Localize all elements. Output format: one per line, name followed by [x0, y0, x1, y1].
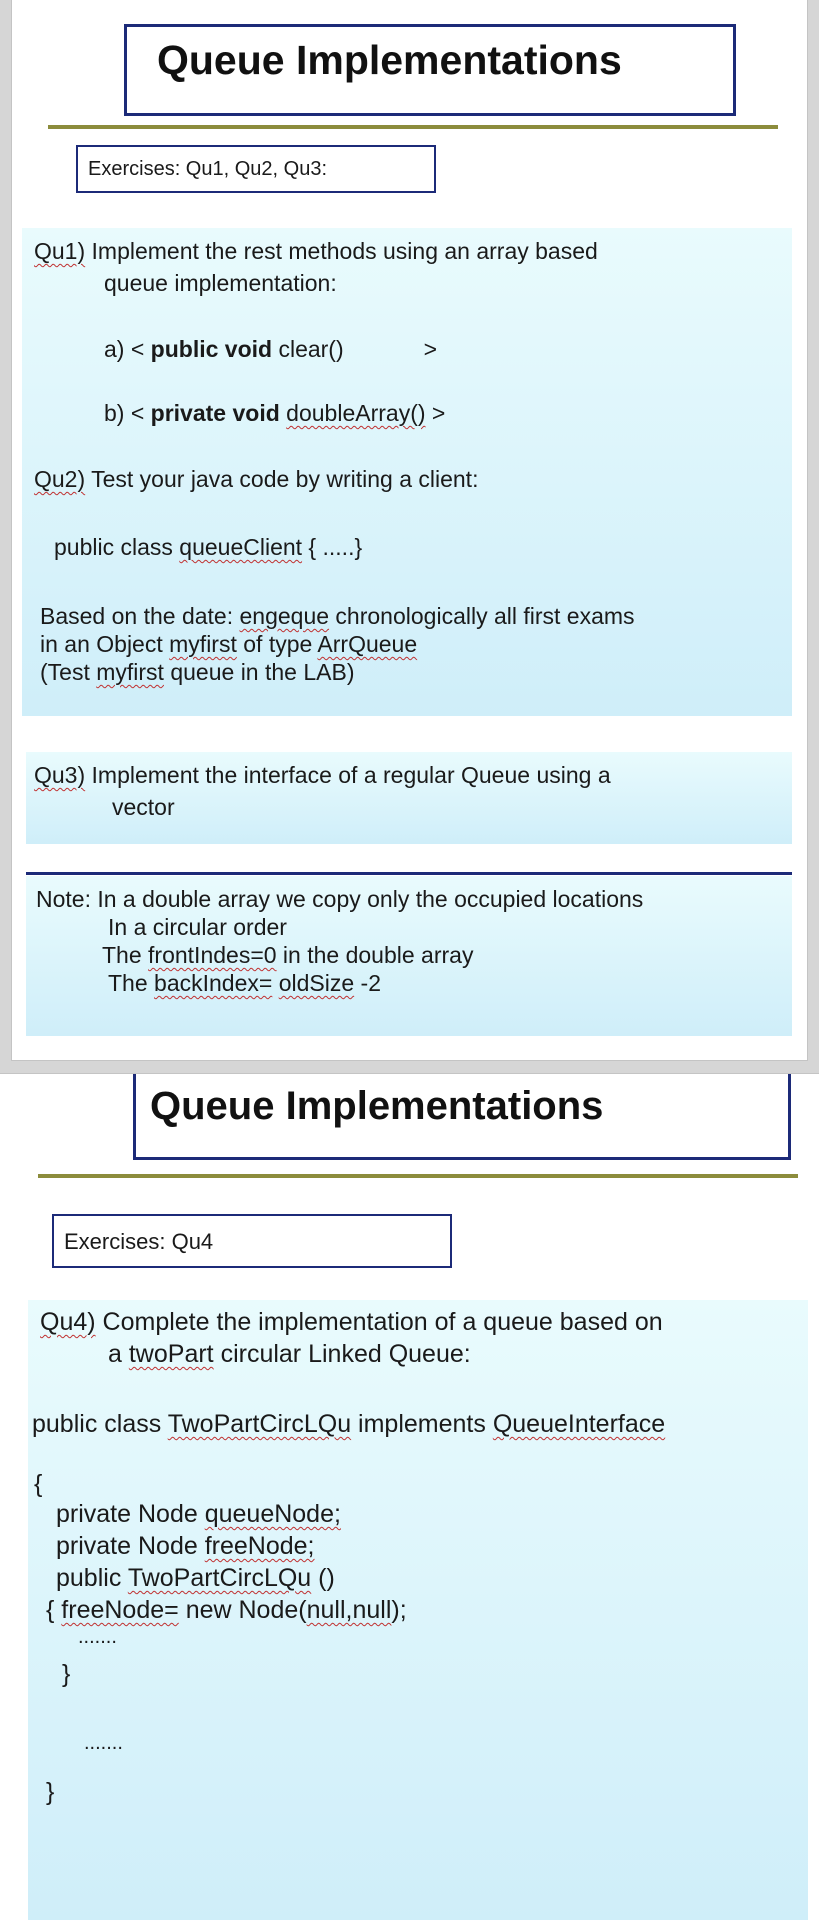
note-panel: [26, 876, 792, 1036]
item-b: b) < private void doubleArray() >: [104, 400, 446, 426]
slide-title: Queue Implementations: [124, 24, 736, 116]
qu3-prefix: Qu3): [34, 762, 86, 788]
qu3-panel: [26, 752, 792, 844]
qu4-line-2: a twoPart circular Linked Queue:: [108, 1340, 471, 1368]
qu2-line: Qu2) Test your java code by writing a client:: [34, 466, 479, 492]
note-divider: [26, 872, 792, 875]
client-class-line: public class queueClient { .....}: [54, 534, 363, 560]
qu1-prefix: Qu1): [34, 238, 86, 264]
slide-2: [0, 1074, 819, 1920]
brace-close-outer: }: [46, 1778, 55, 1806]
class-declaration: public class TwoPartCircLQu implements QueueInterface: [32, 1410, 666, 1438]
constructor-body: { freeNode= new Node(null,null);: [46, 1596, 407, 1624]
title-divider: [48, 125, 778, 129]
item-a: a) < public void clear() >: [104, 336, 438, 362]
ellipsis-1: .......: [78, 1626, 117, 1648]
qu1-qu2-panel: [22, 228, 792, 716]
qu3-line-2: vector: [112, 794, 175, 820]
brace-close-inner: }: [62, 1660, 71, 1688]
ellipsis-2: .......: [84, 1732, 123, 1754]
brace-open: {: [34, 1470, 43, 1498]
note-line-3: The frontIndes=0 in the double array: [102, 942, 474, 968]
qu1-line-1: Qu1) Implement the rest methods using an array based: [34, 238, 598, 264]
qu4-line-1: Qu4) Complete the implementation of a queue based on: [40, 1308, 663, 1336]
slide-title: Queue Implementations: [133, 1074, 791, 1160]
title-divider: [38, 1174, 798, 1178]
note-line-4: The backIndex= oldSize -2: [108, 970, 381, 996]
field-free-node: private Node freeNode;: [56, 1532, 315, 1560]
qu4-panel: [28, 1300, 808, 1920]
constructor-signature: public TwoPartCircLQu (): [56, 1564, 335, 1592]
exercises-label: Exercises: Qu4: [52, 1214, 452, 1268]
qu3-line-1: Qu3) Implement the interface of a regular Queue using a: [34, 762, 611, 788]
qu1-line-2: queue implementation:: [104, 270, 337, 296]
based-line-1: Based on the date: engeque chronologically all first exams: [40, 603, 635, 629]
note-line-1: Note: In a double array we copy only the occupied locations: [36, 886, 644, 912]
slide-1: [12, 0, 807, 1060]
based-line-3: (Test myfirst queue in the LAB): [40, 659, 355, 685]
based-line-2: in an Object myfirst of type ArrQueue: [40, 631, 418, 657]
field-queue-node: private Node queueNode;: [56, 1500, 341, 1528]
qu4-prefix: Qu4): [40, 1308, 96, 1336]
qu2-prefix: Qu2): [34, 466, 86, 492]
note-line-2: In a circular order: [108, 914, 287, 940]
exercises-label: Exercises: Qu1, Qu2, Qu3:: [76, 145, 436, 193]
